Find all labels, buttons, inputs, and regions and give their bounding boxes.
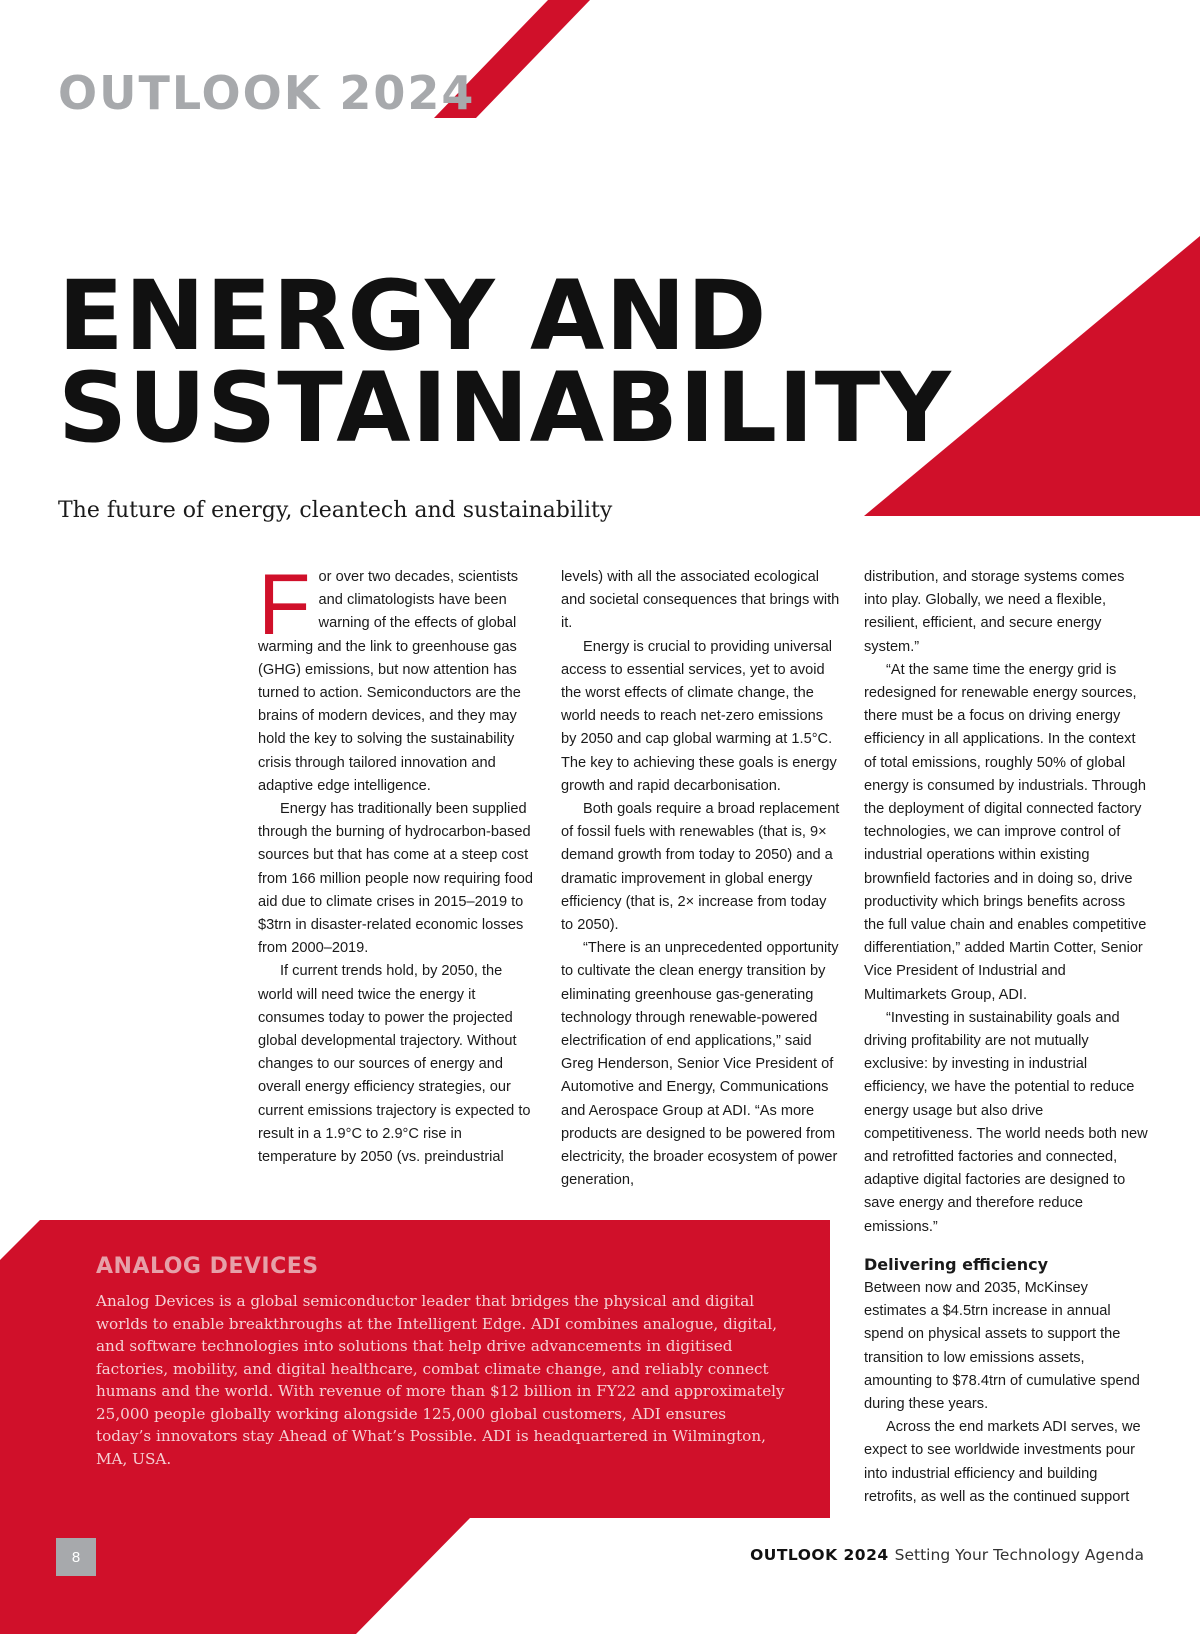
article-column-2 (561, 566, 841, 1192)
article-paragraph: levels) with all the associated ecological and societal consequences that brings with it. (561, 569, 840, 632)
article-paragraph: “Investing in sustainability goals and driving profitability are not mutually exclusive: by investing in industrial efficiency, we have the potential to reduce energy usage but also drive competitiveness. The world needs both new and retrofitted factories and connected, adaptive digital factories are designed to save energy and therefore reduce emissions.” (864, 1009, 1148, 1235)
page-subtitle: The future of energy, cleantech and sustainability (58, 498, 613, 523)
footer-tagline: Setting Your Technology Agenda (894, 1546, 1144, 1564)
article-paragraph: Energy is crucial to providing universal access to essential services, yet to avoid the worst effects of climate change, the world needs to reach net-zero emissions by 2050 and cap global warming at 1.5°C. The key to achieving these goals is energy growth and rapid decarbonisation. (561, 638, 837, 794)
sponsor-title: ANALOG DEVICES (96, 1254, 319, 1279)
article-paragraph: Energy has traditionally been supplied through the burning of hydrocarbon-based sources but that has come at a steep cost from 166 million people now requiring food aid due to climate crises in 2015–2019 to $3trn in disaster-related economic losses from 2000–2019. (258, 801, 534, 957)
section-subheading: Delivering efficiency (864, 1254, 1048, 1274)
footer-publication: OUTLOOK 2024 (750, 1546, 889, 1564)
page-title (58, 260, 952, 464)
footer (750, 1546, 1144, 1565)
title-line-2: SUSTAINABILITY (58, 352, 952, 464)
title-line-1: ENERGY AND (58, 260, 768, 372)
article-paragraph: Between now and 2035, McKinsey estimates a $4.5trn increase in annual spend on physical assets to support the transition to low emissions assets, amounting to $78.4trn of cumulative spend during these years. (864, 1279, 1140, 1412)
article-paragraph: “At the same time the energy grid is redesigned for renewable energy sources, there must be a focus on driving energy efficiency in all applications. In the context of total emissions, roughly 50% of global energy is consumed by industrials. Through the deployment of digital connected factory technologies, we can improve control of industrial operations within existing brownfield factories and in doing so, drive productivity which brings benefits across the full value chain and enables competitive differentiation,” added Martin Cotter, Senior Vice President of Industrial and Multimarkets Group, ADI. (864, 661, 1147, 1003)
article-paragraph: Across the end markets ADI serves, we expect to see worldwide investments pour into industrial efficiency and building retrofits, as well as the continued support (864, 1419, 1141, 1505)
article-paragraph: If current trends hold, by 2050, the world will need twice the energy it consumes today to power the projected global developmental trajectory. Without changes to our sources of energy and overall energy efficiency strategies, our current emissions trajectory is expected to result in a 1.9°C to 2.9°C rise in temperature by 2050 (vs. preindustrial (258, 963, 531, 1166)
page-number: 8 (56, 1538, 96, 1576)
article-column-3 (864, 566, 1149, 1509)
article-paragraph: Both goals require a broad replacement of fossil fuels with renewables (that is, 9× demand growth from today to 2050) and a dramatic improvement in global energy efficiency (that is, 2× increase from today to 2050). (561, 801, 840, 934)
article-column-1 (258, 557, 538, 1169)
article-paragraph: or over two decades, scientists and climatologists have been warning of the effects of global warming and the link to greenhouse gas (GHG) emissions, but now attention has turned to action. Semiconductors are the brains of modern devices, and they may hold the key to solving the sustainability crisis through tailored innovation and adaptive edge intelligence. (258, 569, 521, 794)
article-paragraph: “There is an unprecedented opportunity to cultivate the clean energy transition by eliminating greenhouse gas-generating technology through renewable-powered electrification of end applications,” said Greg Henderson, Senior Vice President of Automotive and Energy, Communications and Aerospace Group at ADI. “As more products are designed to be powered from electricity, the broader ecosystem of power generation, (561, 940, 839, 1189)
article-paragraph: distribution, and storage systems comes into play. Globally, we need a flexible, resilient, efficient, and secure energy system.” (864, 569, 1125, 655)
drop-cap: F (258, 557, 311, 653)
section-kicker: OUTLOOK 2024 (58, 66, 476, 120)
sponsor-description: Analog Devices is a global semiconductor leader that bridges the physical and digital worlds to enable breakthroughs at the Intelligent Edge. ADI combines analogue, digital, and software technologies into solutions that help drive advancements in digitised factories, mobility, and digital healthcare, combat climate change, and reliably connect humans and the world. With revenue of more than $12 billion in FY22 and approximately 25,000 people globally working alongside 125,000 global customers, ADI ensures today’s innovators stay Ahead of What’s Possible. ADI is headquartered in Wilmington, MA, USA. (96, 1292, 785, 1468)
